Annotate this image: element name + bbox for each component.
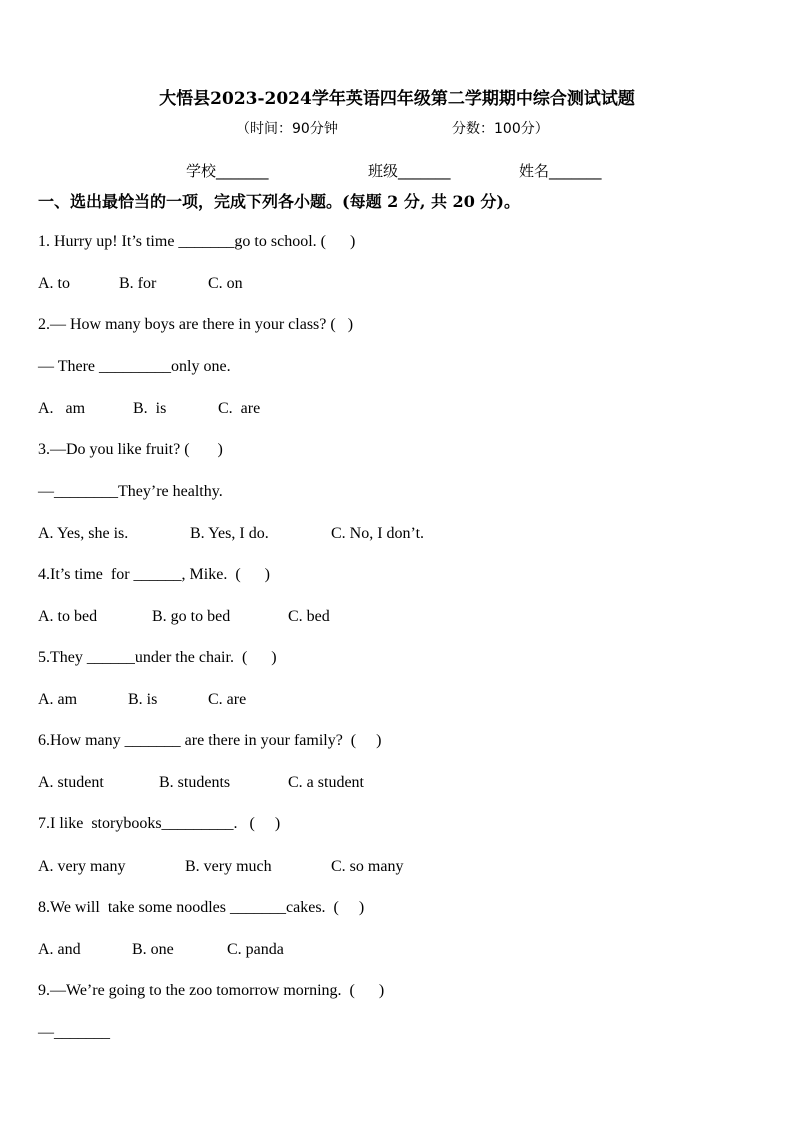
option-2c: C. are xyxy=(218,400,261,417)
option-3a: A. Yes, she is. xyxy=(38,525,129,542)
question-9: 9.—We’re going to the zoo tomorrow morning. ( ) xyxy=(38,982,385,999)
option-7a: A. very many xyxy=(38,858,126,875)
option-4a: A. to bed xyxy=(38,608,98,625)
question-2-line2: — There _________only one. xyxy=(38,358,231,375)
option-4b: B. go to bed xyxy=(152,608,231,625)
question-1: 1. Hurry up! It’s time _______go to school. ( ) xyxy=(38,233,356,250)
option-3c: C. No, I don’t. xyxy=(331,525,425,542)
exam-time: （时间：90分钟 xyxy=(236,121,338,137)
option-7b: B. very much xyxy=(185,858,272,875)
option-2a: A. am xyxy=(38,400,86,417)
question-2: 2.— How many boys are there in your class? ( ) xyxy=(38,316,354,333)
option-7c: C. so many xyxy=(331,858,404,875)
option-8c: C. panda xyxy=(227,941,284,958)
option-4c: C. bed xyxy=(288,608,330,625)
option-5b: B. is xyxy=(128,691,158,708)
option-6b: B. students xyxy=(159,774,231,791)
exam-title: 大悟县2023-2024学年英语四年级第二学期期中综合测试试题 xyxy=(159,89,635,109)
option-3b: B. Yes, I do. xyxy=(190,525,269,542)
option-8b: B. one xyxy=(132,941,174,958)
class-field: 班级_______ xyxy=(368,162,451,180)
option-5a: A. am xyxy=(38,691,78,708)
exam-score: 分数：100分） xyxy=(452,121,549,137)
question-9-line2: —_______ xyxy=(38,1024,110,1041)
school-field: 学校_______ xyxy=(186,162,269,180)
question-3-line2: —________They’re healthy. xyxy=(38,483,223,500)
option-5c: C. are xyxy=(208,691,247,708)
option-1b: B. for xyxy=(119,275,157,292)
option-8a: A. and xyxy=(38,941,81,958)
option-1c: C. on xyxy=(208,275,243,292)
question-4: 4.It’s time for ______, Mike. ( ) xyxy=(38,566,270,583)
option-1a: A. to xyxy=(38,275,70,292)
option-6a: A. student xyxy=(38,774,104,791)
name-field: 姓名_______ xyxy=(519,162,602,180)
option-6c: C. a student xyxy=(288,774,364,791)
question-5: 5.They ______under the chair. ( ) xyxy=(38,649,277,666)
question-7: 7.I like storybooks_________. ( ) xyxy=(38,815,281,832)
section-1-title: 一、选出最恰当的一项，完成下列各小题。(每题 2 分, 共 20 分)。 xyxy=(38,192,520,211)
question-3: 3.—Do you like fruit? ( ) xyxy=(38,441,223,458)
option-2b: B. is xyxy=(133,400,167,417)
question-8: 8.We will take some noodles _______cakes. ( ) xyxy=(38,899,365,916)
question-6: 6.How many _______ are there in your family? ( ) xyxy=(38,732,382,749)
